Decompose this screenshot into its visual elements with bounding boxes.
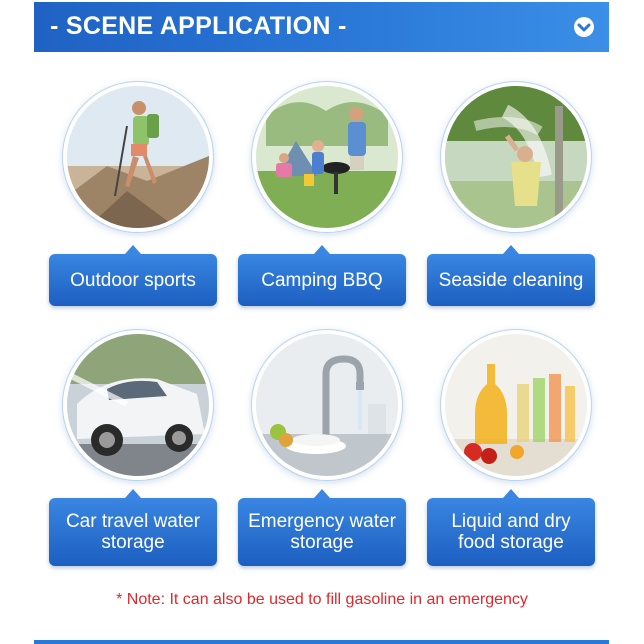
scene-label: Camping BBQ (238, 254, 406, 306)
banner-title: - SCENE APPLICATION - (50, 12, 347, 40)
scene-card-outdoor-sports (49, 82, 217, 304)
outdoor-shower-photo (441, 82, 591, 232)
family-bbq-photo (252, 82, 402, 232)
hiker-photo (63, 82, 213, 232)
scene-card-camping-bbq (238, 82, 406, 304)
scene-label: Liquid and dry food storage (427, 498, 595, 566)
scene-label: Car travel water storage (49, 498, 217, 566)
kitchen-faucet-photo (252, 330, 402, 480)
juice-glasses-photo (441, 330, 591, 480)
scene-label: Outdoor sports (49, 254, 217, 306)
bottom-divider (34, 640, 609, 644)
chevron-down-icon[interactable] (573, 16, 595, 38)
scene-label: Seaside cleaning (427, 254, 595, 306)
scene-card-seaside-cleaning (427, 82, 595, 304)
white-suv-photo (63, 330, 213, 480)
scene-card-car-travel (49, 330, 217, 552)
scene-label: Emergency water storage (238, 498, 406, 566)
scene-card-emergency-water (238, 330, 406, 552)
scene-application-banner (34, 2, 609, 52)
scene-card-food-storage (427, 330, 595, 552)
gasoline-note: * Note: It can also be used to fill gasoline in an emergency (116, 591, 528, 608)
